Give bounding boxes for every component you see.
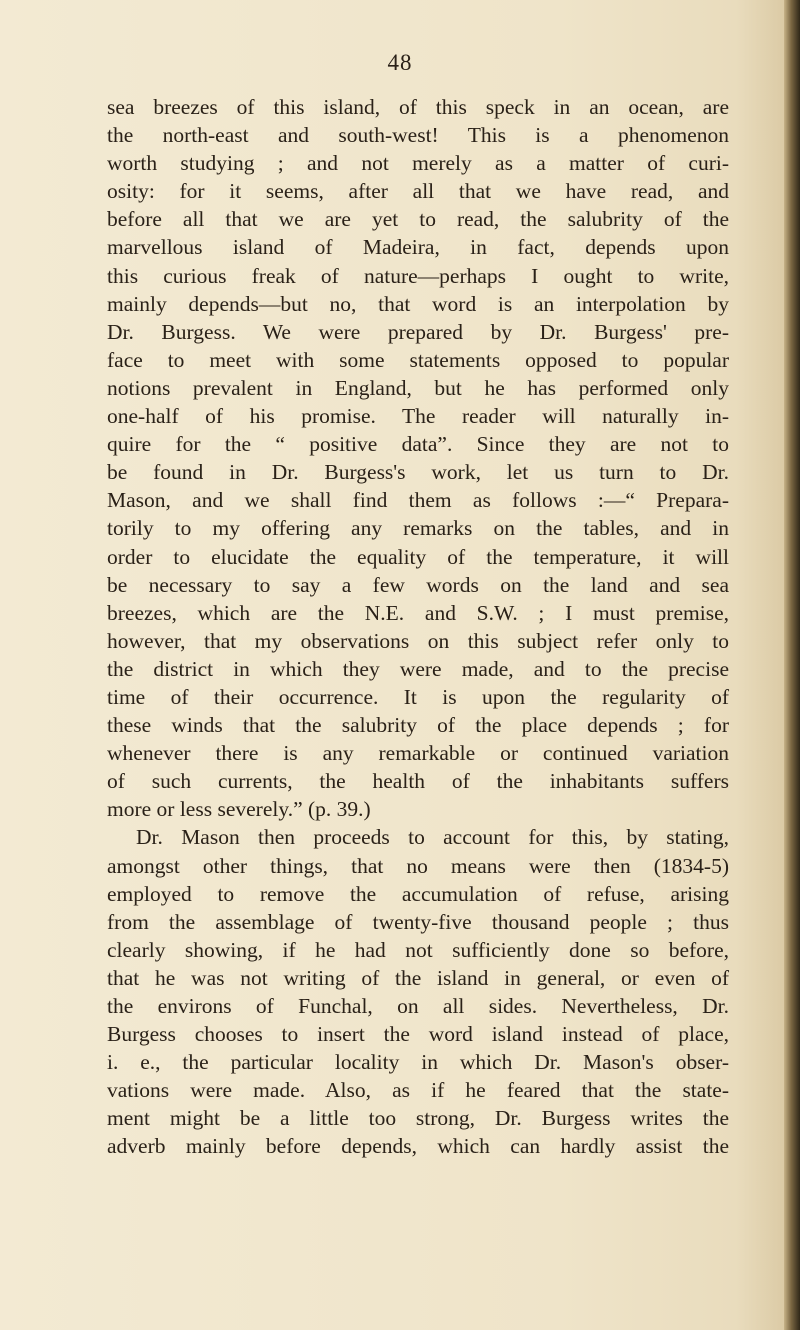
text-line: before all that we are yet to read, the salubrity of the [107,207,729,232]
text-line: employed to remove the accumulation of refuse, arising [107,881,729,906]
text-line: time of their occurrence. It is upon the regularity of [107,684,729,709]
text-line: marvellous island of Madeira, in fact, depends upon [107,235,729,260]
text-line: adverb mainly before depends, which can hardly assist the [107,1134,729,1159]
text-line: this curious freak of nature—perhaps I ought to write, [107,263,729,288]
text-line: i. e., the particular locality in which Dr. Mason's obser- [107,1050,729,1075]
text-line: however, that my observations on this subject refer only to [107,628,729,653]
text-line: quire for the “ positive data”. Since they are not to [107,432,729,457]
text-line: be found in Dr. Burgess's work, let us turn to Dr. [107,460,729,485]
text-line: of such currents, the health of the inhabitants suffers [107,769,729,794]
text-line: order to elucidate the equality of the temperature, it will [107,544,729,569]
text-line: Burgess chooses to insert the word island instead of place, [107,1022,729,1047]
text-line: sea breezes of this island, of this speck in an ocean, are [107,95,729,119]
text-line: notions prevalent in England, but he has performed only [107,375,729,400]
text-line: mainly depends—but no, that word is an interpolation by [107,291,729,316]
text-line: whenever there is any remarkable or continued variation [107,741,729,766]
text-line: these winds that the salubrity of the place depends ; for [107,713,729,738]
text-line: osity: for it seems, after all that we have read, and [107,179,729,204]
text-line: torily to my offering any remarks on the tables, and in [107,516,729,541]
text-line: face to meet with some statements opposed to popular [107,347,729,372]
text-line: one-half of his promise. The reader will naturally in- [107,404,729,429]
text-line: breezes, which are the N.E. and S.W. ; I must premise, [107,600,729,625]
text-line: ment might be a little too strong, Dr. Burgess writes the [107,1106,729,1131]
text-line: the environs of Funchal, on all sides. Nevertheless, Dr. [107,994,729,1018]
page-edge-shadow [784,0,800,1330]
text-line: be necessary to say a few words on the land and sea [107,572,729,597]
text-line: more or less severely.” (p. 39.) [107,797,371,822]
page-body-text [107,93,729,1161]
text-line: Mason, and we shall find them as follows :—“ Prepara- [107,488,729,513]
page-number: 48 [387,50,413,75]
text-line: worth studying ; and not merely as a matter of curi- [107,151,729,176]
text-line: that he was not writing of the island in general, or even of [107,965,729,990]
text-line: clearly showing, if he had not sufficiently done so before, [107,937,729,962]
text-line: Dr. Burgess. We were prepared by Dr. Burgess' pre- [107,319,729,344]
text-line: amongst other things, that no means were then (1834-5) [107,853,729,878]
text-line: the district in which they were made, and to the precise [107,656,729,681]
text-line: Dr. Mason then proceeds to account for this, by stating, [136,825,729,850]
text-line: vations were made. Also, as if he feared that the state- [107,1078,729,1103]
text-line: from the assemblage of twenty-five thousand people ; thus [107,909,729,934]
text-line: the north-east and south-west! This is a phenomenon [107,123,729,148]
